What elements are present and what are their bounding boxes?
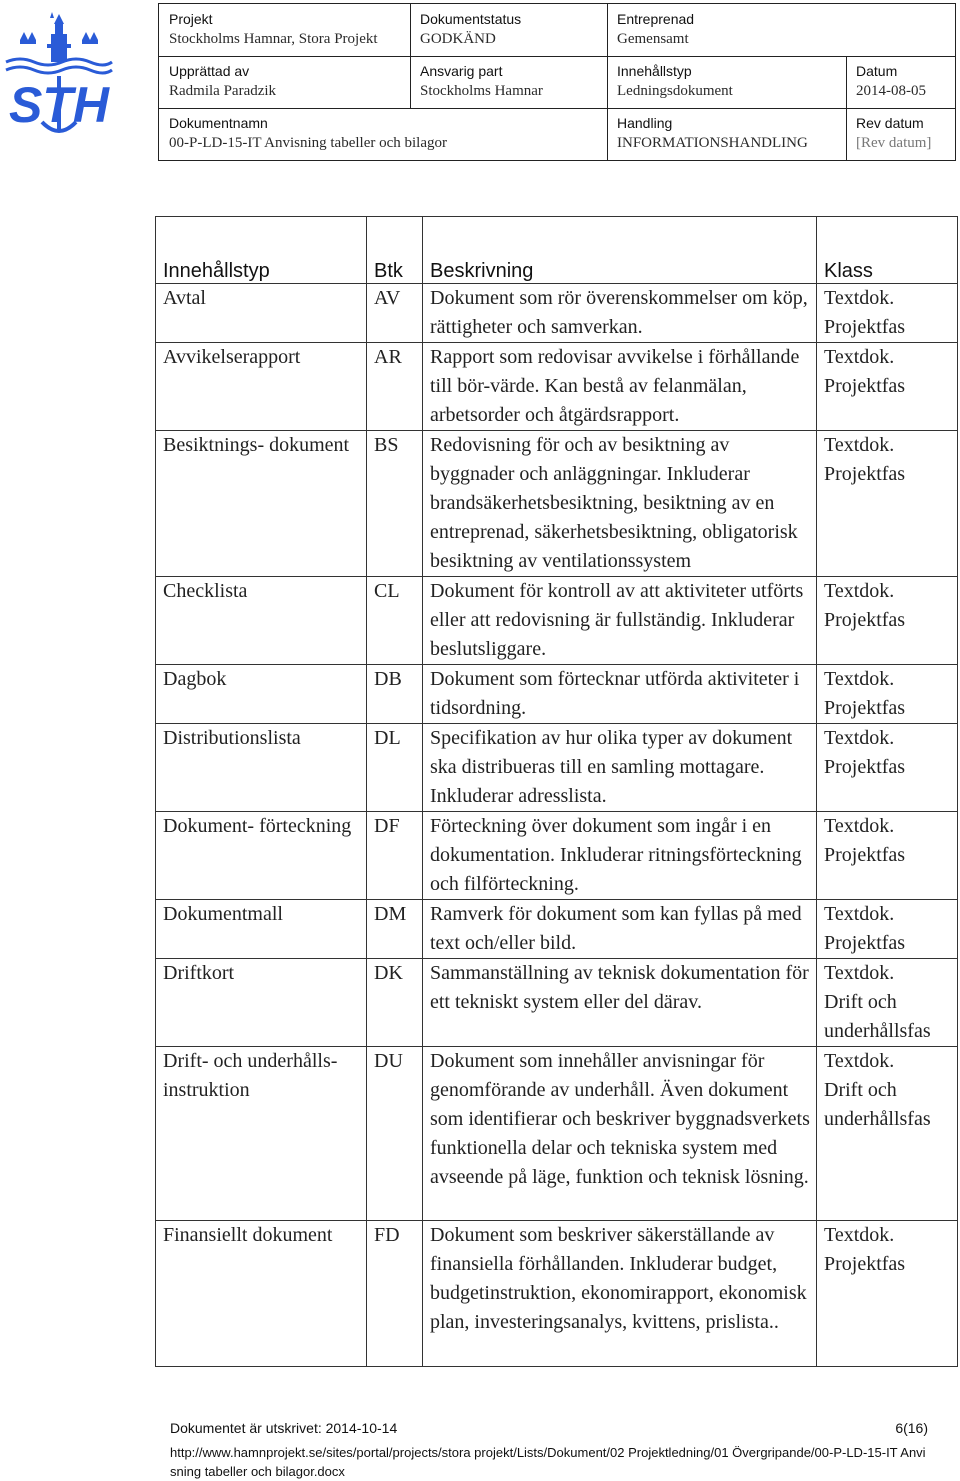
cell-innehallstyp: Dagbok <box>156 665 367 724</box>
sth-logo-icon <box>0 10 118 138</box>
table-row <box>156 343 958 431</box>
cell-btk: DM <box>367 900 423 959</box>
print-date: Dokumentet är utskrivet: 2014-10-14 <box>170 1420 398 1436</box>
cell-btk: DU <box>367 1047 423 1221</box>
upprattad-av-value: Radmila Paradzik <box>169 83 277 99</box>
klass-line: Projektfas <box>824 756 906 778</box>
header-ansvarig-part <box>420 62 543 102</box>
cell-klass <box>817 724 958 812</box>
content-type-table <box>155 216 958 1367</box>
table-row <box>156 900 958 959</box>
handling-label: Handling <box>617 115 673 131</box>
klass-line: Projektfas <box>824 375 906 397</box>
cell-klass <box>817 577 958 665</box>
table-header-row <box>156 217 958 284</box>
klass-line: Projektfas <box>824 697 906 719</box>
cell-innehallstyp: Avtal <box>156 284 367 343</box>
dokumentstatus-label: Dokumentstatus <box>420 11 522 27</box>
cell-klass <box>817 900 958 959</box>
klass-line: Textdok. <box>824 580 895 602</box>
dokumentnamn-value: 00-P-LD-15-IT Anvisning tabeller och bilagor <box>169 135 447 151</box>
projekt-value: Stockholms Hamnar, Stora Projekt <box>169 31 378 47</box>
document-header <box>158 3 956 161</box>
klass-line: Textdok. <box>824 815 895 837</box>
header-row-2 <box>159 56 955 109</box>
table-row <box>156 1047 958 1221</box>
cell-klass <box>817 959 958 1047</box>
klass-line: Textdok. <box>824 1224 895 1246</box>
page-number: 6(16) <box>895 1420 928 1436</box>
header-innehallstyp <box>617 62 733 102</box>
klass-line: Textdok. <box>824 903 895 925</box>
cell-innehallstyp: Avvikelserapport <box>156 343 367 431</box>
cell-btk: FD <box>367 1221 423 1367</box>
table-row <box>156 665 958 724</box>
cell-innehallstyp: Distributionslista <box>156 724 367 812</box>
cell-btk: DF <box>367 812 423 900</box>
cell-klass <box>817 1047 958 1221</box>
dokumentnamn-label: Dokumentnamn <box>169 115 268 131</box>
header-dokumentnamn <box>169 114 447 154</box>
cell-btk: DB <box>367 665 423 724</box>
cell-beskrivning: Sammanställning av teknisk dokumentation för ett tekniskt system eller del därav. <box>423 959 817 1047</box>
cell-klass <box>817 665 958 724</box>
cell-btk: BS <box>367 431 423 577</box>
column-header-beskrivning: Beskrivning <box>423 217 817 284</box>
datum-value: 2014-08-05 <box>856 83 926 99</box>
document-url: http://www.hamnprojekt.se/sites/portal/projects/stora projekt/Lists/Dokument/02 Projektledning/01 Övergripande/00-P-LD-15-IT Anvisning tabeller och bilagor.docx <box>170 1445 926 1479</box>
header-dokumentstatus <box>420 10 521 50</box>
cell-innehallstyp: Checklista <box>156 577 367 665</box>
klass-line: Drift och underhållsfas <box>824 1079 931 1130</box>
klass-line: Projektfas <box>824 1253 906 1275</box>
ansvarig-part-label: Ansvarig part <box>420 63 503 79</box>
header-rev-datum <box>856 114 931 154</box>
cell-btk: AR <box>367 343 423 431</box>
cell-innehallstyp: Finansiellt dokument <box>156 1221 367 1367</box>
klass-line: Projektfas <box>824 844 906 866</box>
ansvarig-part-value: Stockholms Hamnar <box>420 83 543 99</box>
cell-innehallstyp: Besiktnings- dokument <box>156 431 367 577</box>
klass-line: Projektfas <box>824 609 906 631</box>
header-projekt <box>169 10 378 50</box>
column-header-btk: Btk <box>367 217 423 284</box>
cell-beskrivning: Redovisning för och av besiktning av byggnader och anläggningar. Inkluderar brandsäkerhetsbesiktning, besiktning av en entreprenad, säkerhetsbesiktning, obligatorisk besiktning av ventilationssystem <box>423 431 817 577</box>
cell-beskrivning: Ramverk för dokument som kan fyllas på med text och/eller bild. <box>423 900 817 959</box>
svg-text:STH: STH <box>9 77 109 133</box>
column-header-innehallstyp: Innehållstyp <box>156 217 367 284</box>
cell-btk: DL <box>367 724 423 812</box>
entreprenad-value: Gemensamt <box>617 31 689 47</box>
klass-line: Projektfas <box>824 463 906 485</box>
cell-klass <box>817 812 958 900</box>
cell-klass <box>817 1221 958 1367</box>
header-row-3 <box>159 108 955 160</box>
table-row <box>156 577 958 665</box>
column-header-klass: Klass <box>817 217 958 284</box>
cell-innehallstyp: Drift- och underhålls- instruktion <box>156 1047 367 1221</box>
table-row <box>156 1221 958 1367</box>
projekt-label: Projekt <box>169 11 213 27</box>
cell-innehallstyp: Dokument- förteckning <box>156 812 367 900</box>
cell-btk: DK <box>367 959 423 1047</box>
innehallstyp-value: Ledningsdokument <box>617 83 733 99</box>
innehallstyp-label: Innehållstyp <box>617 63 692 79</box>
datum-label: Datum <box>856 63 898 79</box>
klass-line: Textdok. <box>824 668 895 690</box>
table-row <box>156 959 958 1047</box>
header-datum <box>856 62 926 102</box>
table-row <box>156 284 958 343</box>
cell-beskrivning: Dokument för kontroll av att aktiviteter utförts eller att redovisning är fullständig. Inkluderar beslutsliggare. <box>423 577 817 665</box>
table-row <box>156 812 958 900</box>
klass-line: Projektfas <box>824 932 906 954</box>
upprattad-av-label: Upprättad av <box>169 63 250 79</box>
cell-btk: CL <box>367 577 423 665</box>
cell-beskrivning: Dokument som förtecknar utförda aktiviteter i tidsordning. <box>423 665 817 724</box>
cell-btk: AV <box>367 284 423 343</box>
rev-datum-label: Rev datum <box>856 115 924 131</box>
handling-value: INFORMATIONSHANDLING <box>617 135 808 151</box>
cell-innehallstyp: Driftkort <box>156 959 367 1047</box>
header-row-1 <box>159 4 955 57</box>
cell-klass <box>817 284 958 343</box>
cell-klass <box>817 343 958 431</box>
klass-line: Drift och underhållsfas <box>824 991 931 1042</box>
cell-innehallstyp: Dokumentmall <box>156 900 367 959</box>
klass-line: Textdok. <box>824 727 895 749</box>
dokumentstatus-value: GODKÄND <box>420 31 496 47</box>
entreprenad-label: Entreprenad <box>617 11 695 27</box>
klass-line: Textdok. <box>824 346 895 368</box>
klass-line: Projektfas <box>824 316 906 338</box>
cell-beskrivning: Dokument som rör överenskommelser om köp, rättigheter och samverkan. <box>423 284 817 343</box>
klass-line: Textdok. <box>824 1050 895 1072</box>
table-row <box>156 724 958 812</box>
cell-beskrivning: Förteckning över dokument som ingår i en dokumentation. Inkluderar ritningsförteckning och filförteckning. <box>423 812 817 900</box>
header-upprattad-av <box>169 62 276 102</box>
header-handling <box>617 114 808 154</box>
cell-beskrivning: Dokument som beskriver säkerställande av finansiella förhållanden. Inkluderar budget, budgetinstruktion, ekonomirapport, ekonomisk plan, investeringsanalys, kvittens, prislista.. <box>423 1221 817 1367</box>
cell-klass <box>817 431 958 577</box>
klass-line: Textdok. <box>824 434 895 456</box>
rev-datum-value: [Rev datum] <box>856 135 932 151</box>
cell-beskrivning: Rapport som redovisar avvikelse i förhållande till bör-värde. Kan bestå av felanmälan, arbetsorder och åtgärdsrapport. <box>423 343 817 431</box>
cell-beskrivning: Dokument som innehåller anvisningar för genomförande av underhåll. Även dokument som identifierar och beskriver byggnadsverkets funktionella delar och tekniska system med avseende på läge, funktion och teknisk lösning. <box>423 1047 817 1221</box>
klass-line: Textdok. <box>824 962 895 984</box>
table-row <box>156 431 958 577</box>
klass-line: Textdok. <box>824 287 895 309</box>
header-entreprenad <box>617 10 694 50</box>
cell-beskrivning: Specifikation av hur olika typer av dokument ska distribueras till en samling mottagare. Inkluderar adresslista. <box>423 724 817 812</box>
